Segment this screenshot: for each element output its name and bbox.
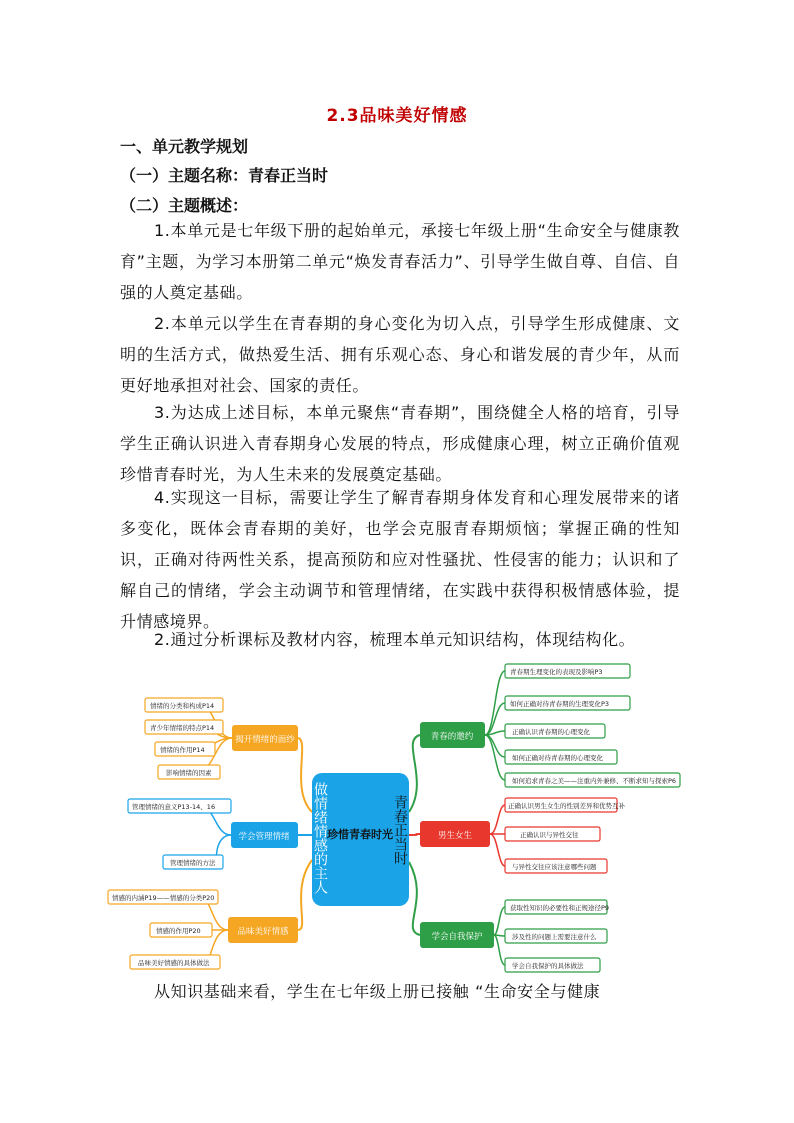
branch-label: 学会自我保护 (431, 932, 483, 942)
paragraph-6: 从知识基础来看，学生在七年级上册已接触 “生命安全与健康 (154, 982, 601, 1001)
center-node-label: 珍惜青春时光 (327, 828, 393, 841)
paragraph-5: 2.通过分析课标及教材内容，梳理本单元知识结构，体现结构化。 (154, 630, 636, 649)
paragraph-1: 1.本单元是七年级下册的起始单元，承接七年级上册“生命安全与健康教育”主题，为学习本册第二单元“焕发青春活力”、引导学生做自尊、自信、自强的人奠定基础。 (120, 221, 680, 302)
topic-overview-heading: （二）主题概述： (120, 196, 249, 215)
leaf-label: 情感的内涵P19——情感的分类P20 (112, 894, 215, 902)
leaf-label: 青春期生理变化的表现及影响P3 (510, 668, 603, 676)
leaf-label: 如何正确对待青春期的心理变化 (512, 754, 603, 762)
right-vertical-label: 青春正当时 (392, 795, 408, 865)
leaf-label: 管理情绪的方法 (170, 859, 216, 867)
connector-b3 (298, 860, 312, 930)
paragraph-2: 2.本单元以学生在青春期的身心变化为切入点，引导学生形成健康、文明的生活方式，做热爱生活、拥有乐观心态、身心和谐发展的青少年，从而更好地承担对社会、国家的责任。 (120, 314, 680, 395)
leaf-label: 情感的作用P20 (156, 927, 201, 935)
leaf-label: 情绪的作用P14 (160, 746, 205, 754)
leaf-label: 如何正确对待青春期的生理变化P3 (510, 700, 610, 708)
leaf-label: 正确认识与异性交往 (520, 831, 579, 839)
leaf-label: 青少年情绪的特点P14 (150, 724, 215, 732)
leaf-label: 管理情绪的意义P13-14、16 (132, 803, 216, 811)
leaf-label: 涉及性的问题上需要注意什么 (512, 933, 597, 941)
leaf-label: 如何追求青春之美——注重内外兼修、不断求知与探索P6 (512, 777, 677, 785)
page-title: 2.3品味美好情感 (326, 106, 468, 126)
branch-label: 青春的邀约 (430, 732, 474, 742)
leaf-label: 正确认识男生女生的性别差异和优势互补 (508, 802, 625, 810)
connector-b4 (409, 735, 420, 812)
branch-label: 男生女生 (437, 831, 473, 841)
leaf-label: 学会自我保护的具体做法 (512, 962, 584, 970)
leaf-label: 情绪的分类和构成P14 (150, 702, 215, 710)
branch-label: 品味美好情感 (237, 927, 289, 937)
paragraph-4: 4.实现这一目标，需要让学生了解青春期身体发育和心理发展带来的诸多变化，既体会青春期的美好，也学会克服青春期烦恼；掌握正确的性知识，正确对待两性关系，提高预防和应对性骚扰、性侵害的能力；认识和了解自己的情绪，学会主动调节和管理情绪，在实践中获得积极情感体验，提升情感境界。 (120, 488, 680, 631)
paragraph-3: 3.为达成上述目标，本单元聚焦“青春期”，围绕健全人格的培育，引导学生正确认识进入青春期身心发展的特点，形成健康心理，树立正确价值观珍惜青春时光，为人生未来的发展奠定基础。 (120, 403, 680, 484)
branch-label: 学会管理情绪 (238, 832, 290, 842)
topic-name-heading: （一）主题名称：青春正当时 (120, 166, 329, 185)
connector-b5 (409, 834, 420, 835)
leaf-label: 品味美好情感的具体做法 (138, 959, 210, 967)
leaf-label: 影响情绪的因素 (166, 769, 212, 777)
connector-b6 (409, 862, 420, 935)
section-heading: 一、单元教学规划 (120, 137, 249, 156)
connector-b1 (298, 738, 312, 812)
leaf-label: 正确认识青春期的心理变化 (512, 728, 590, 736)
branch-label: 揭开情绪的面纱 (235, 735, 295, 745)
left-vertical-label: 做情绪情感的主人 (312, 782, 328, 894)
leaf-label: 与异性交往应该注意哪些问题 (512, 863, 597, 871)
leaf-label: 获取性知识的必要性和正规途径P9 (510, 904, 610, 912)
